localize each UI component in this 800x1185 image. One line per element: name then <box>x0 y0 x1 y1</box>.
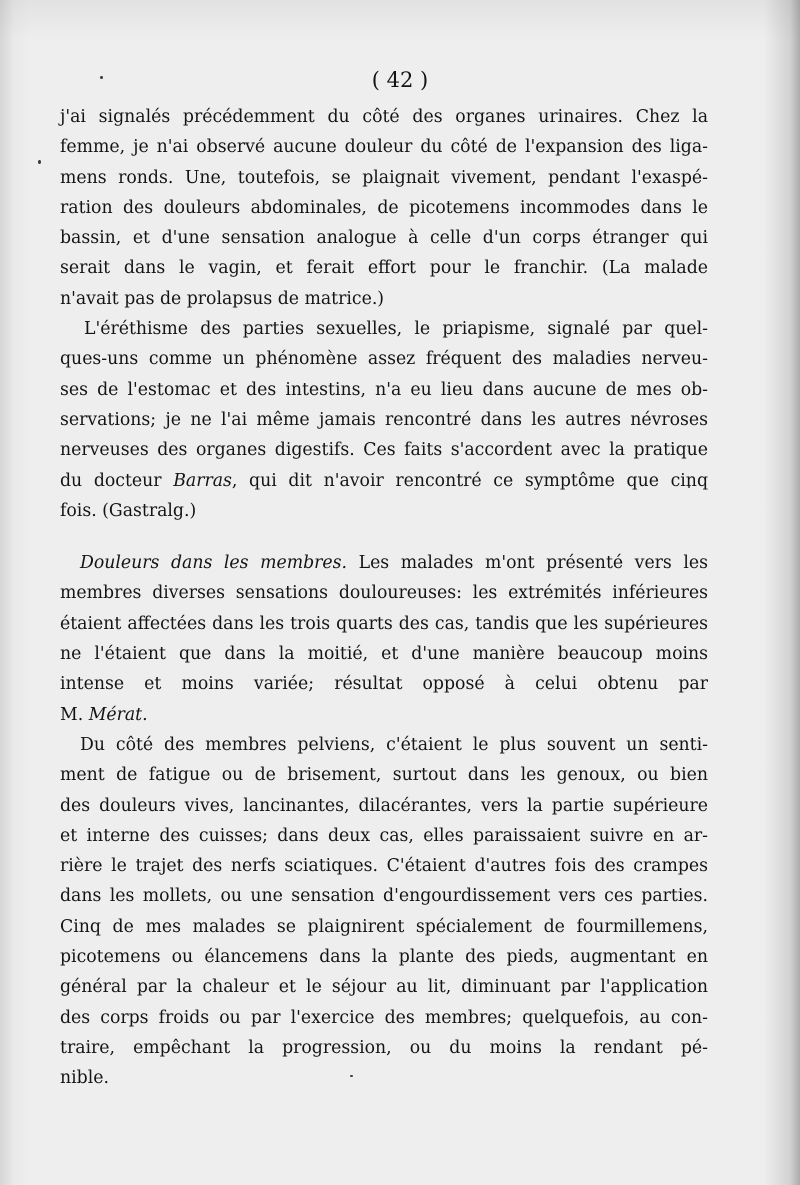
text-line: général par la chaleur et le séjour au lit, diminuant par l'application <box>60 977 708 998</box>
author-name-barras: Barras <box>173 470 232 491</box>
section-heading: Douleurs dans les membres. <box>80 553 348 574</box>
text-line: dans les mollets, ou une sensation d'engourdissement vers ces parties. <box>60 886 708 907</box>
paragraph-4 <box>60 730 708 1094</box>
text-line: membres diverses sensations douloureuses: les extrémités inférieures <box>60 583 708 604</box>
text-line: fois. (Gastralg.) <box>60 500 197 521</box>
text-line: servations; je ne l'ai même jamais rencontré dans les autres névroses <box>60 409 708 430</box>
text-line: des corps froids ou par l'exercice des membres; quelquefois, au con- <box>60 1007 708 1028</box>
section-spacing <box>60 526 708 548</box>
text-line: ne l'étaient que dans la moitié, et d'une manière beaucoup moins <box>60 644 708 665</box>
text-run: M. <box>60 704 89 725</box>
author-name-merat: Mérat. <box>88 704 148 725</box>
text-line: des douleurs vives, lancinantes, dilacérantes, vers la partie supérieure <box>60 795 708 816</box>
ink-speck <box>38 160 41 164</box>
text-line: serait dans le vagin, et ferait effort pour le franchir. (La malade <box>60 258 708 279</box>
text-line: rière le trajet des nerfs sciatiques. C'étaient d'autres fois des crampes <box>60 856 708 877</box>
text-run: Les malades m'ont présenté vers les <box>347 553 708 574</box>
text-line: Du côté des membres pelviens, c'étaient le plus souvent un senti- <box>80 734 708 755</box>
text-line <box>60 700 708 730</box>
text-line: ques-uns comme un phénomène assez fréquent des maladies nerveu- <box>60 349 708 370</box>
text-run: , qui dit n'avoir rencontré ce symptôme que cinq <box>231 470 709 491</box>
text-line: bassin, et d'une sensation analogue à celle d'un corps étranger qui <box>60 228 708 249</box>
body-text <box>60 102 708 1094</box>
text-line: étaient affectées dans les trois quarts des cas, tandis que les supérieures <box>60 613 708 634</box>
text-line: picotemens ou élancemens dans la plante des pieds, augmentant en <box>60 947 708 968</box>
text-line: intense et moins variée; résultat opposé à celui obtenu par <box>60 674 708 695</box>
text-line: ment de fatigue ou de brisement, surtout dans les genoux, ou bien <box>60 765 708 786</box>
text-line: femme, je n'ai observé aucune douleur du côté de l'expansion des liga- <box>60 137 708 158</box>
text-line: L'éréthisme des parties sexuelles, le priapisme, signalé par quel- <box>84 319 708 340</box>
text-run: du docteur <box>60 470 174 491</box>
text-line: ses de l'estomac et des intestins, n'a eu lieu dans aucune de mes ob- <box>60 379 708 400</box>
text-line: j'ai signalés précédemment du côté des organes urinaires. Chez la <box>60 107 708 127</box>
paragraph-2 <box>60 314 708 526</box>
text-line: n'avait pas de prolapsus de matrice.) <box>60 288 385 309</box>
text-line <box>60 466 708 496</box>
paragraph-1 <box>60 102 708 314</box>
text-line: mens ronds. Une, toutefois, se plaignait vivement, pendant l'exaspé- <box>60 167 708 188</box>
text-line: et interne des cuisses; dans deux cas, elles paraissaient suivre en ar- <box>60 825 708 846</box>
text-line: traire, empêchant la progression, ou du moins la rendant pé- <box>60 1037 708 1058</box>
text-line: nible. <box>60 1068 109 1089</box>
page-number: ( 42 ) <box>371 68 429 92</box>
text-line: Cinq de mes malades se plaignirent spécialement de fourmillemens, <box>60 916 708 937</box>
text-line: ration des douleurs abdominales, de picotemens incommodes dans le <box>60 197 708 218</box>
paragraph-3 <box>60 548 708 730</box>
text-line: nerveuses des organes digestifs. Ces faits s'accordent avec la pratique <box>60 440 708 461</box>
ink-speck <box>100 76 103 79</box>
text-line <box>60 548 708 578</box>
